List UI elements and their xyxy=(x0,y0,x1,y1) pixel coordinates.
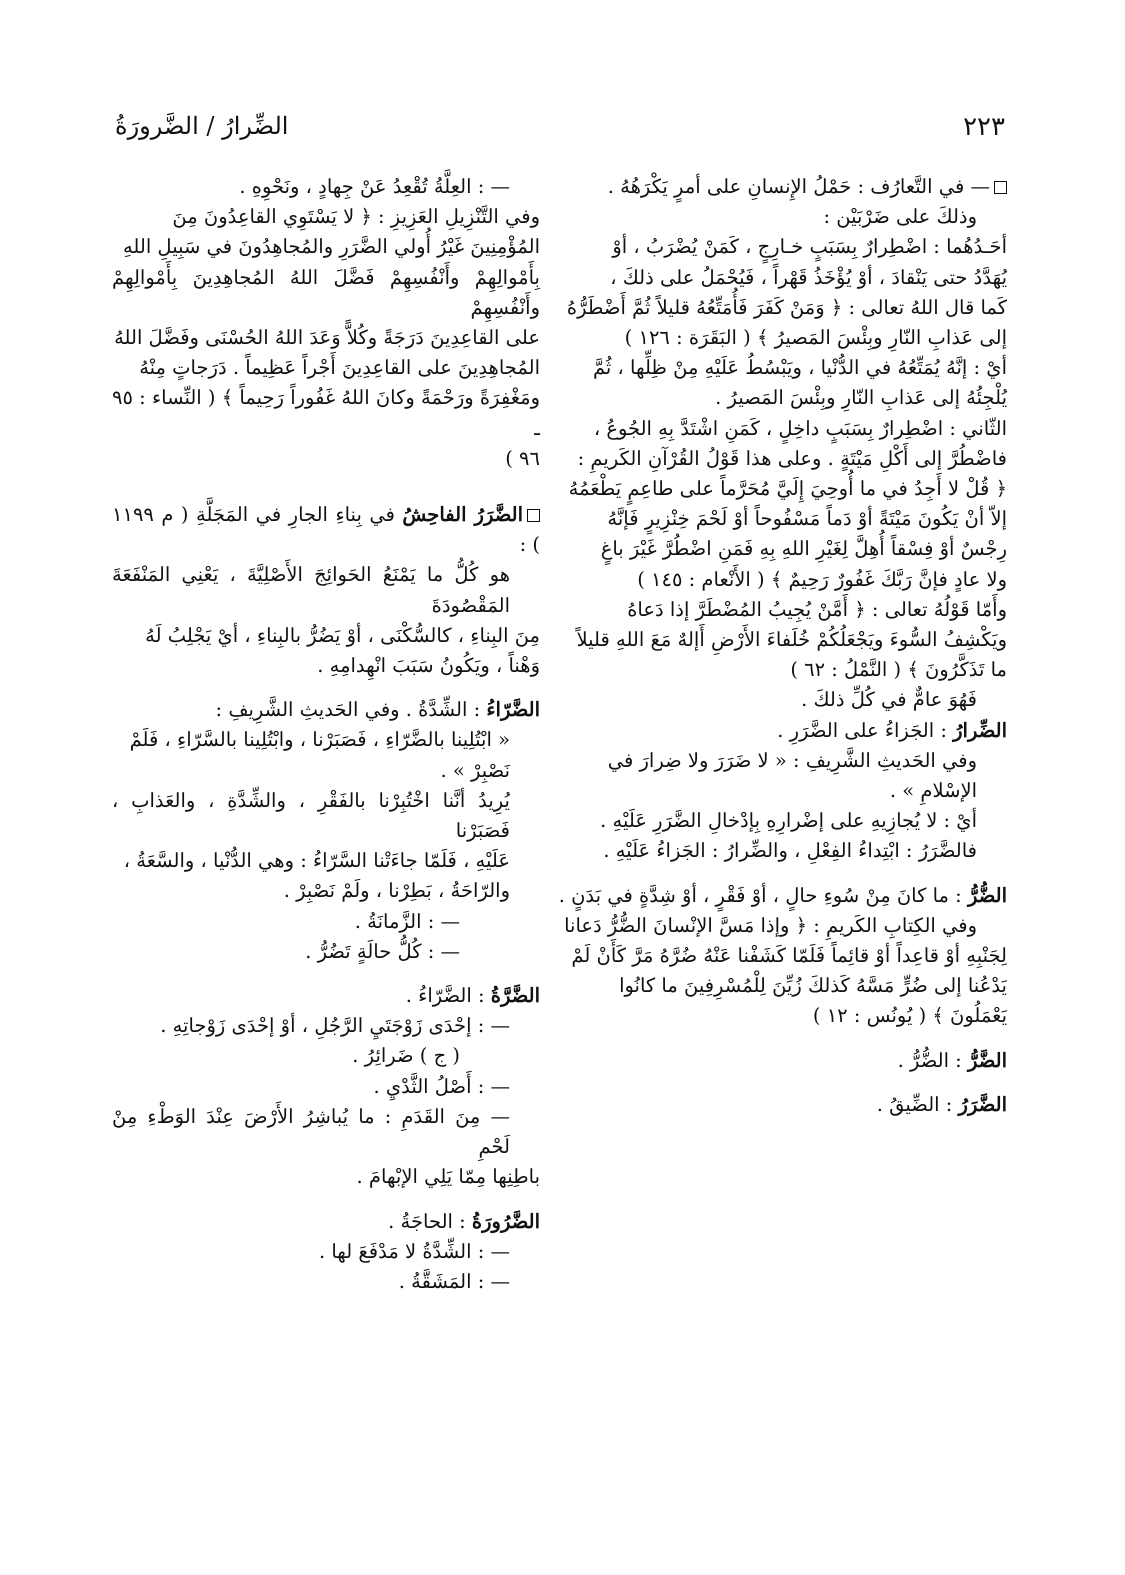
text-line: أيْ : لا يُجازِيهِ على إضْرارِهِ بِإدْخالِ الضَّرَرِ عَلَيْهِ . xyxy=(600,809,977,833)
text-line: يُرِيدُ أنَّنا اخْتُبِرْنا بالفَقْرِ ، والشِّدَّةِ ، والعَذابِ ، فَصَبَرْنا xyxy=(112,788,510,843)
text-line: — : الزَّمانَةُ . xyxy=(354,909,460,933)
text-line: — : الشِّدَّةُ لا مَدْفَعَ لها . xyxy=(318,1239,510,1263)
text-line: — : إحْدَى زَوْجَتَيِ الرَّجُلِ ، أوْ إحْدَى زَوْجاتِهِ . xyxy=(160,1014,510,1038)
text-line: يَعْمَلُونَ ﴾ ( يُونُس : ١٢ ) xyxy=(812,1004,1007,1028)
box-bullet-icon xyxy=(527,509,540,522)
headword: الضَّرَرُ الفاحِشُ xyxy=(402,503,523,527)
headword: الضِّرارُ xyxy=(953,718,1007,742)
text-line: إلاّ أنْ يَكُونَ مَيْتَةً أوْ دَماً مَسْفُوحاً أوْ لَحْمَ خِنْزِيرٍ فَإنَّهُ xyxy=(607,507,1007,531)
text-line: — مِنَ القَدَمِ : ما يُباشِرُ الأَرْضَ عِنْدَ الوَطْءِ مِنْ لَحْمِ xyxy=(112,1104,510,1159)
text-line: ولا عادٍ فإنَّ رَبَّكَ غَفُورٌ رَحِيمٌ ﴾ ( الأَنْعام : ١٤٥ ) xyxy=(637,567,1007,591)
text-line: على القاعِدِينَ دَرَجَةً وكُلاًّ وَعَدَ اللهُ الحُسْنَى وفَضَّلَ اللهُ xyxy=(114,326,540,350)
text-line: وَهْناً ، ويَكُونُ سَبَبَ انْهِدامِهِ . xyxy=(317,654,540,678)
text-line: « ابْتُلِينا بالضَّرّاءِ ، فَصَبَرْنا ، وابْتُلِينا بالسَّرّاءِ ، فَلَمْ xyxy=(129,728,510,752)
text-line: ﴿ قُلْ لا أَجِدُ في ما أُوحِيَ إِلَيَّ مُحَرَّماً على طاعِمٍ يَطْعَمُهُ xyxy=(568,477,1007,501)
box-bullet-icon xyxy=(994,181,1007,194)
entry-heading: الضُّرُّ : ما كانَ مِنْ سُوءِ حالٍ ، أوْ فَقْرٍ ، أوْ شِدَّةٍ في بَدَنٍ . xyxy=(558,883,1007,907)
text-line: وفي الحَديثِ الشَّرِيفِ : « لا ضَرَرَ ولا ضِرارَ في xyxy=(607,748,977,772)
text-line: ٩٦ ) xyxy=(505,446,540,470)
text-line: نَصْبِرْ » . xyxy=(440,758,510,782)
text-line: المُؤْمِنِينَ غَيْرُ أُولي الضَّرَرِ والمُجاهِدُونَ في سَبِيلِ اللهِ xyxy=(122,235,540,259)
text-line: وذلكَ على ضَرْبَيْن : xyxy=(823,205,977,229)
text-line: الإسْلامِ » . xyxy=(889,779,977,803)
headword: الضَّرُّ xyxy=(967,1048,1007,1072)
text-line: فاضْطُرَّ إلى أَكْلِ مَيْتَةٍ . وعلى هذا قَوْلُ القُرْآنِ الكَريمِ : xyxy=(577,446,1007,470)
text-line: والرّاحَةُ ، بَطِرْنا ، ولَمْ نَصْبِرْ . xyxy=(283,879,510,903)
text-line: لِجَنْبِهِ أوْ قاعِداً أوْ قائِماً فَلَمّا كَشَفْنا عَنْهُ ضُرَّهُ مَرَّ كَأَنْ لَمْ xyxy=(571,944,1007,968)
entry-heading: الضَّرَّةُ : الضَّرّاءُ . xyxy=(405,984,540,1008)
text-line: مِنَ البِناءِ ، كالسُّكْنَى ، أوْ يَضُرُّ بالبِناءِ ، أيْ يَجْلِبُ لَهُ xyxy=(145,623,540,647)
text-line: يُلْجِئُهُ إلى عَذابِ النّارِ وبِئْسَ المَصيرُ . xyxy=(715,386,1007,410)
page-number: ٢٢٣ xyxy=(963,112,1005,142)
text-line: فَهُوَ عامٌّ في كُلِّ ذلكَ . xyxy=(801,688,977,712)
left-column xyxy=(112,172,540,1297)
text-line: كَما قال اللهُ تعالى : ﴿ وَمَنْ كَفَرَ فَأُمَتِّعُهُ قليلاً ثُمَّ أَضْطَرُّهُ xyxy=(566,295,1007,319)
right-column xyxy=(545,172,1007,1120)
text-line: ويَكْشِفُ السُّوءَ ويَجْعَلُكُمْ خُلَفاءَ الأَرْضِ أَإلهٌ مَعَ اللهِ قليلاً xyxy=(576,628,1007,652)
text-line: وفي الكِتابِ الكَريمِ : ﴿ وإذا مَسَّ الإنْسانَ الضُّرُّ دَعانا xyxy=(564,913,977,937)
text-line: — في التَّعارُف : حَمْلُ الإِنسانِ على أمرٍ يَكْرَهُهُ . xyxy=(545,172,1007,202)
text-line: ومَغْفِرَةً ورَحْمَةً وكانَ اللهُ غَفُوراً رَحِيماً ﴾ ( النِّساء : ٩٥ ـ xyxy=(112,386,540,440)
text-line: المُجاهِدِينَ على القاعِدِينَ أَجْراً عَظِيماً . دَرَجاتٍ مِنْهُ xyxy=(139,356,540,380)
text-line: رِجْسٌ أوْ فِسْقاً أُهِلَّ لِغَيْرِ اللهِ بِهِ فَمَنِ اضْطُرَّ غَيْرَ باغٍ xyxy=(600,537,1007,561)
text-line: — : كُلُّ حالَةٍ تَضُرُّ . xyxy=(305,939,460,963)
entry-heading: الضَّرَرُ الفاحِشُ في بِناءِ الجارِ في المَجَلَّةِ ( م ١١٩٩ ) : xyxy=(112,503,540,557)
text-line: هو كُلُّ ما يَمْنَعُ الحَوائِجَ الأَصْلِيَّةَ ، يَعْنِي المَنْفَعَةَ المَقْصُودَةَ xyxy=(112,563,510,617)
entry-heading: الضَّرَرُ : الضِّيقُ . xyxy=(876,1092,1007,1116)
text-line: وأَمّا قَوْلُهُ تعالى : ﴿ أَمَّنْ يُجِيبُ المُضْطَرَّ إذا دَعاهُ xyxy=(627,597,1007,621)
text-line: أحَـدُهُما : اضْطِرارٌ بِسَبَبٍ خـارِجٍ ، كَمَنْ يُضْرَبُ ، أوْ xyxy=(612,235,1007,259)
entry-heading: الضَّرُورَةُ : الحاجَةُ . xyxy=(388,1209,540,1233)
headword: الضَّرَرُ xyxy=(958,1092,1007,1116)
text-line: — : العِلَّةُ تُقْعِدُ عَنْ جِهادٍ ، ونَحْوِهِ . xyxy=(239,175,510,198)
text-line: بِأَمْوالِهِمْ وأَنْفُسِهِمْ فَضَّلَ اللهُ المُجاهِدِينَ بِأَمْوالِهِمْ وأَنْفُسِهِمْ xyxy=(112,265,540,319)
text-line: إلى عَذابِ النّارِ وبِئْسَ المَصيرُ ﴾ ( البَقَرَة : ١٢٦ ) xyxy=(624,326,1007,350)
text-line: فالضَّرَرُ : ابْتِداءُ الفِعْلِ ، والضِّرارُ : الجَزاءُ عَلَيْهِ . xyxy=(603,839,977,863)
text-line: أيْ : إنَّهُ يُمَتِّعُهُ في الدُّنْيا ، ويَبْسُطُ عَلَيْهِ مِنْ ظِلِّها ، ثُمَّ xyxy=(592,356,1007,380)
text-line: — : أَصْلُ الثَّدْيِ . xyxy=(373,1074,510,1098)
text-line: يُهَدَّدُ حتى يَنْقادَ ، أوْ يُؤْخَذُ قَهْراً ، فَيُحْمَلُ على ذلكَ ، xyxy=(610,265,1007,289)
text-line: عَلَيْهِ ، فَلَمّا جاءَتْنا السَّرّاءُ : وهي الدُّنْيا ، والسَّعَةُ ، xyxy=(123,849,510,873)
text-line: ( ج ) ضَرائِرُ . xyxy=(352,1044,460,1068)
headword: الضُّرُّ xyxy=(967,883,1007,907)
text-line: ما تَذَكَّرُونَ ﴾ ( النَّمْلُ : ٦٢ ) xyxy=(790,658,1007,682)
text-line: — : المَشَقَّةُ . xyxy=(398,1269,510,1293)
entry-heading: الضَّرّاءُ : الشِّدَّةُ . وفي الحَديثِ الشَّرِيفِ : xyxy=(215,698,540,722)
headword: الضَّرَّةُ xyxy=(490,984,540,1008)
text-line: وفي التَّنْزِيلِ العَزِيزِ : ﴿ لا يَسْتَوِي القاعِدُونَ مِنَ xyxy=(172,205,540,229)
text-line: باطِنِها مِمّا يَلِي الإبْهامَ . xyxy=(356,1165,540,1189)
entry-heading: الضَّرُّ : الضُّرُّ . xyxy=(897,1048,1007,1072)
entry-heading: الضِّرارُ : الجَزاءُ على الضَّرَرِ . xyxy=(777,718,1007,742)
page-header xyxy=(115,112,1005,152)
headword: الضَّرّاءُ xyxy=(486,698,540,722)
text-line: الثّاني : اضْطِرارٌ بِسَبَبٍ داخِلٍ ، كَمَنِ اشْتَدَّ بِهِ الجُوعُ ، xyxy=(593,416,1007,440)
text-line: يَدْعُنا إلى ضُرٍّ مَسَّهُ كَذلكَ زُيِّنَ لِلْمُسْرِفِينَ ما كانُوا xyxy=(619,974,1007,998)
running-title: الضِّرارُ / الضَّرورَةُ xyxy=(115,112,289,140)
headword: الضَّرُورَةُ xyxy=(471,1209,540,1233)
